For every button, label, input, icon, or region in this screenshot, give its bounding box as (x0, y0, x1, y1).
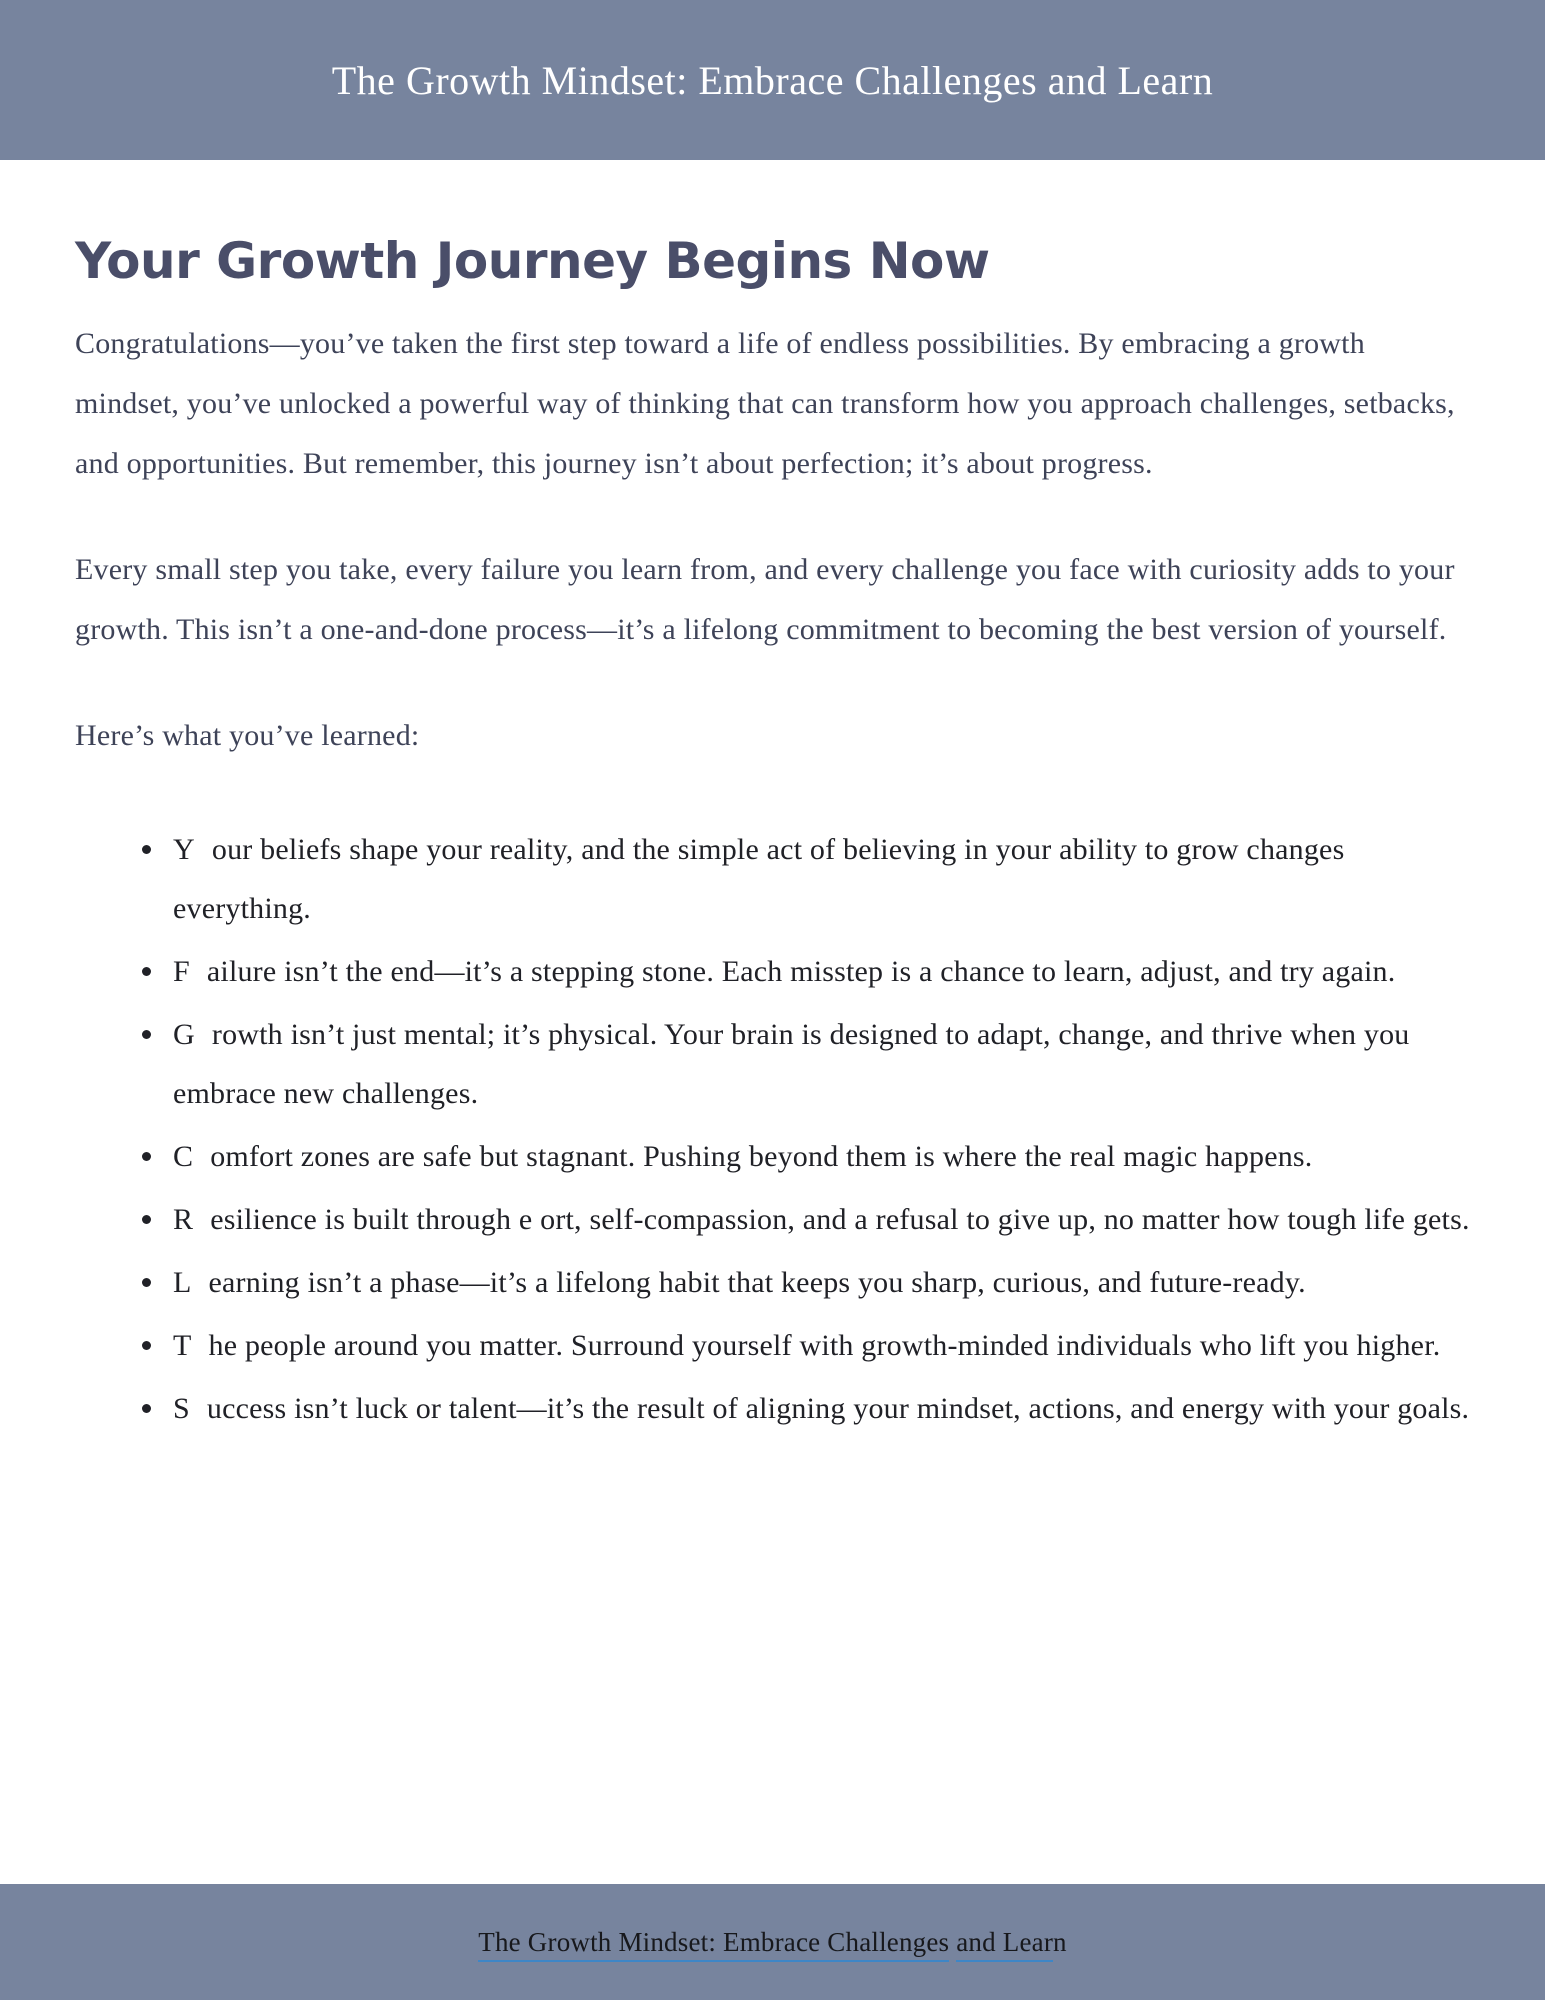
bullet-lead-letter: T (173, 1329, 192, 1362)
page-content (0, 160, 1545, 1884)
bullet-text: earning isn’t a phase—it’s a lifelong habit that keeps you sharp, curious, and future-ready. (208, 1266, 1306, 1299)
bullet-text: rowth isn’t just mental; it’s physical. Your brain is designed to adapt, change, and thrive when you embrace new challenges. (173, 1018, 1410, 1110)
bullet-text: omfort zones are safe but stagnant. Pushing beyond them is where the real magic happens. (210, 1140, 1313, 1173)
list-item (173, 1005, 1470, 1123)
commitment-paragraph: Every small step you take, every failure you learn from, and every challenge you face with curiosity adds to your growth. This isn’t a one-and-done process—it’s a lifelong commitment to becoming the best version of yourself. (75, 553, 1455, 646)
intro-paragraph: Congratulations—you’ve taken the first step toward a life of endless possibilities. By embracing a growth mindset, you’ve unlocked a powerful way of thinking that can transform how you approach challenges, setbacks, and opportunities. But remember, this journey isn’t about perfection; it’s about progress. (75, 327, 1455, 480)
footer-link-tail: n (1053, 1926, 1067, 1957)
list-item (173, 942, 1470, 1001)
bullet-lead-letter: L (173, 1266, 192, 1299)
bullet-lead-letter: Y (173, 833, 195, 866)
header-bar (0, 0, 1545, 160)
list-item (173, 1253, 1470, 1312)
learned-list (75, 820, 1470, 1438)
bullet-text: our beliefs shape your reality, and the simple act of believing in your ability to grow changes everything. (173, 833, 1345, 925)
list-item (173, 1190, 1470, 1249)
bullet-lead-letter: C (173, 1140, 194, 1173)
list-item (173, 820, 1470, 938)
footer-link[interactable] (478, 1927, 1066, 1958)
header-title: The Growth Mindset: Embrace Challenges and Learn (331, 57, 1214, 103)
footer-bar (0, 1884, 1545, 2000)
bullet-text: he people around you matter. Surround yourself with growth-minded individuals who lift you higher. (208, 1329, 1441, 1362)
bullet-text: uccess isn’t luck or talent—it’s the result of aligning your mindset, actions, and energy with your goals. (206, 1392, 1470, 1425)
bullet-lead-letter: G (173, 1018, 195, 1051)
list-item (173, 1316, 1470, 1375)
bullet-text: esilience is built through e ort, self-compassion, and a refusal to give up, no matter how tough life gets. (210, 1203, 1470, 1236)
page-title: Your Growth Journey Begins Now (75, 232, 990, 290)
bullet-text: ailure isn’t the end—it’s a stepping stone. Each misstep is a chance to learn, adjust, and try again. (206, 955, 1396, 988)
list-item (173, 1379, 1470, 1438)
list-item (173, 1127, 1470, 1186)
list-lead-in: Here’s what you’ve learned: (75, 719, 420, 752)
footer-link-text: The Growth Mindset: Embrace Challenges (478, 1927, 949, 1962)
footer-link-text: and Lear (956, 1927, 1053, 1962)
bullet-lead-letter: S (173, 1392, 190, 1425)
bullet-lead-letter: R (173, 1203, 194, 1236)
bullet-lead-letter: F (173, 955, 190, 988)
